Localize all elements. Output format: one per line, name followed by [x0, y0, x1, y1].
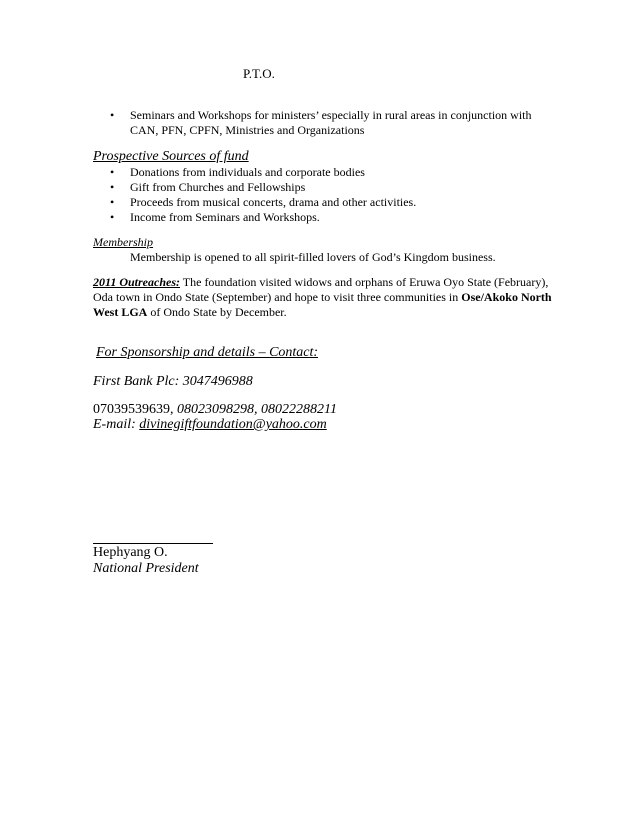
bullet-icon: • — [110, 210, 115, 224]
bullet-icon: • — [110, 180, 115, 194]
signature-line — [93, 543, 213, 544]
email-line: E-mail: divinegiftfoundation@yahoo.com — [93, 417, 327, 432]
prospective-title: Prospective Sources of fund — [93, 149, 249, 164]
outreaches-paragraph: 2011 Outreaches: The foundation visited widows and orphans of Eruwa Oyo State (February), Oda town in Ondo State (September) and hope to visit three communities in Ose/Akoko North West LGA of Ondo State by December. — [93, 275, 552, 319]
intro-bullet — [110, 108, 546, 138]
prospective-list — [110, 165, 417, 225]
contact-title: For Sponsorship and details – Contact: — [96, 345, 319, 360]
list-item: • Proceeds from musical concerts, drama and other activities. — [110, 195, 417, 209]
pto-label: P.T.O. — [243, 66, 275, 81]
membership-text: Membership is opened to all spirit-filled lovers of God’s Kingdom business. — [130, 250, 496, 264]
signatory-role: National President — [93, 561, 199, 576]
list-item: • Donations from individuals and corporate bodies — [110, 165, 365, 179]
list-item: • Gift from Churches and Fellowships — [110, 180, 306, 194]
bullet-icon: • — [110, 165, 115, 179]
intro-line-1: Seminars and Workshops for ministers’ especially in rural areas in conjunction with — [130, 108, 532, 122]
bullet-icon: • — [110, 195, 115, 209]
signatory-name: Hephyang O. — [93, 545, 168, 560]
email-link[interactable]: divinegiftfoundation@yahoo.com — [139, 417, 327, 432]
membership-title: Membership — [93, 235, 153, 249]
list-item: • Income from Seminars and Workshops. — [110, 210, 320, 224]
outreaches-title: 2011 Outreaches: — [93, 275, 180, 289]
bullet-icon: • — [110, 108, 115, 122]
bank-account: First Bank Plc: 3047496988 — [93, 374, 253, 389]
phone-numbers: 07039539639, 08023098298, 08022288211 — [93, 402, 337, 417]
intro-line-2: CAN, PFN, CPFN, Ministries and Organizations — [130, 123, 365, 137]
